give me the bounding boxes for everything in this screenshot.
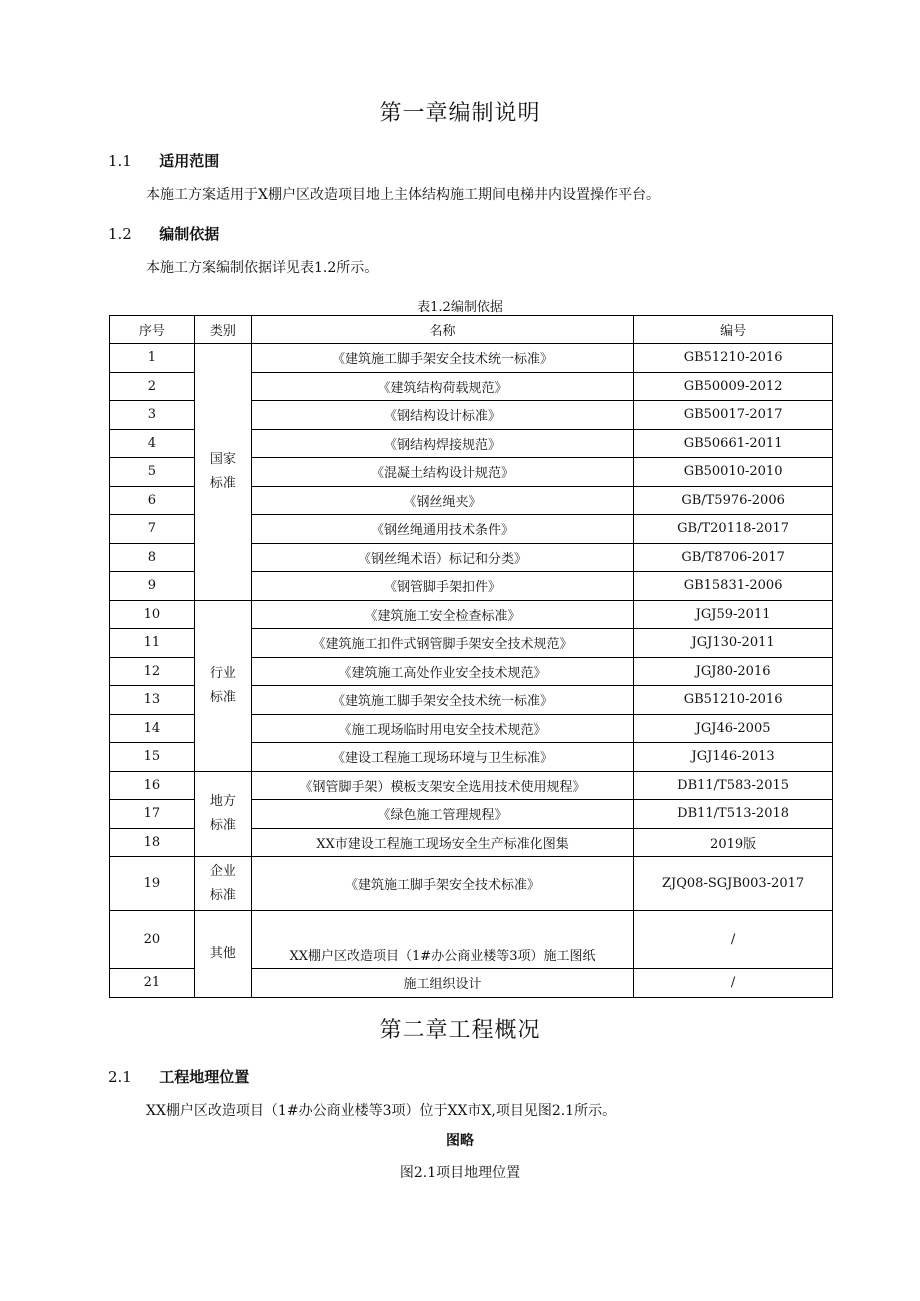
row-name: 《建筑施工脚手架安全技术统一标准》: [251, 686, 633, 715]
row-no: 8: [110, 543, 195, 572]
row-name: 《钢管脚手架）模板支架安全选用技术使用规程》: [251, 771, 633, 800]
row-code: JGJ80-2016: [634, 657, 833, 686]
row-code: DB11/T583-2015: [634, 771, 833, 800]
row-name: 《建筑施工脚手架安全技术标准》: [251, 857, 633, 911]
row-no: 16: [110, 771, 195, 800]
row-no: 5: [110, 458, 195, 487]
row-no: 2: [110, 372, 195, 401]
chapter-1-title: 第一章编制说明: [379, 101, 541, 126]
row-code: ZJQ08-SGJB003-2017: [634, 857, 833, 911]
category-label: 标准: [209, 817, 236, 833]
row-code: JGJ130-2011: [634, 629, 833, 658]
row-name: 《钢丝绳夹》: [251, 486, 633, 515]
section-1-1-heading: [108, 150, 219, 171]
section-2-1-heading: [108, 1066, 249, 1087]
row-name: 《建筑施工安全检查标准》: [251, 600, 633, 629]
row-no: 15: [110, 743, 195, 772]
row-no: 19: [110, 857, 195, 911]
row-name: 《建筑施工高处作业安全技术规范》: [251, 657, 633, 686]
row-no: 1: [110, 344, 195, 373]
category-label: 其他: [209, 945, 236, 961]
chapter-2-title: 第二章工程概况: [379, 1018, 541, 1043]
row-name: 《建筑结构荷载规范》: [251, 372, 633, 401]
row-code: GB50009-2012: [634, 372, 833, 401]
row-name: 《钢结构焊接规范》: [251, 429, 633, 458]
section-number: 1.1: [108, 152, 132, 170]
category-label: 企业: [209, 863, 236, 879]
section-number: 1.2: [108, 225, 132, 243]
row-no: 21: [110, 969, 195, 998]
row-code: GB15831-2006: [634, 572, 833, 601]
row-code: JGJ146-2013: [634, 743, 833, 772]
section-1-1-text: 本施工方案适用于X棚户区改造项目地上主体结构施工期间电梯井内设置操作平台。: [146, 187, 660, 203]
row-name: 《钢丝绳通用技术条件》: [251, 515, 633, 544]
row-name: 《钢结构设计标准》: [251, 401, 633, 430]
header-no: 序号: [110, 316, 195, 344]
section-1-2-text: 本施工方案编制依据详见表1.2所示。: [146, 260, 379, 276]
row-code: GB/T8706-2017: [634, 543, 833, 572]
row-no: 17: [110, 800, 195, 829]
category-label: 标准: [209, 887, 236, 903]
row-name: XX棚户区改造项目（1#办公商业楼等3项）施工图纸: [251, 911, 633, 969]
category-label: 行业: [209, 665, 236, 681]
category-label: 标准: [209, 689, 236, 705]
table-caption: 表1.2编制依据: [417, 300, 503, 315]
section-title: 工程地理位置: [159, 1068, 250, 1086]
section-title: 编制依据: [159, 225, 220, 243]
category-other: [194, 911, 251, 998]
row-no: 14: [110, 714, 195, 743]
row-code: GB51210-2016: [634, 686, 833, 715]
header-code: 编号: [634, 316, 833, 344]
row-name: 《钢管脚手架扣件》: [251, 572, 633, 601]
row-code: GB/T20118-2017: [634, 515, 833, 544]
row-no: 13: [110, 686, 195, 715]
category-local: [194, 771, 251, 857]
section-2-1-text: XX棚户区改造项目（1#办公商业楼等3项）位于XX市X,项目见图2.1所示。: [146, 1103, 617, 1119]
category-label: 国家: [209, 451, 236, 467]
row-name: 《施工现场临时用电安全技术规范》: [251, 714, 633, 743]
row-name: 《钢丝绳术语）标记和分类》: [251, 543, 633, 572]
table-row: [110, 857, 833, 911]
header-name: 名称: [251, 316, 633, 344]
row-no: 6: [110, 486, 195, 515]
row-no: 7: [110, 515, 195, 544]
table-row: [110, 600, 833, 629]
row-code: JGJ46-2005: [634, 714, 833, 743]
row-code: /: [634, 969, 833, 998]
row-code: DB11/T513-2018: [634, 800, 833, 829]
row-name: XX市建设工程施工现场安全生产标准化图集: [251, 828, 633, 857]
section-title: 适用范围: [159, 152, 220, 170]
table-row: [110, 344, 833, 373]
row-name: 施工组织设计: [251, 969, 633, 998]
figure-caption: 图2.1项目地理位置: [399, 1165, 521, 1181]
row-code: GB51210-2016: [634, 344, 833, 373]
row-name: 《建筑施工扣件式钢管脚手架安全技术规范》: [251, 629, 633, 658]
row-no: 3: [110, 401, 195, 430]
row-code: GB/T5976-2006: [634, 486, 833, 515]
row-code: /: [634, 911, 833, 969]
category-industry: [194, 600, 251, 771]
row-code: GB50661-2011: [634, 429, 833, 458]
section-number: 2.1: [108, 1068, 132, 1086]
category-enterprise: [194, 857, 251, 911]
table-row: [110, 911, 833, 969]
row-no: 11: [110, 629, 195, 658]
row-no: 20: [110, 911, 195, 969]
row-name: 《建筑施工脚手架安全技术统一标准》: [251, 344, 633, 373]
row-no: 18: [110, 828, 195, 857]
row-name: 《建设工程施工现场环境与卫生标准》: [251, 743, 633, 772]
row-no: 12: [110, 657, 195, 686]
row-name: 《混凝土结构设计规范》: [251, 458, 633, 487]
table-header-row: [110, 316, 833, 344]
header-category: 类别: [194, 316, 251, 344]
row-code: GB50010-2010: [634, 458, 833, 487]
figure-placeholder: 图略: [446, 1133, 474, 1149]
row-code: 2019版: [634, 828, 833, 857]
row-name: 《绿色施工管理规程》: [251, 800, 633, 829]
table-row: [110, 771, 833, 800]
row-no: 9: [110, 572, 195, 601]
row-code: GB50017-2017: [634, 401, 833, 430]
standards-table: [109, 315, 833, 998]
section-1-2-heading: [108, 223, 219, 244]
category-label: 标准: [209, 475, 236, 491]
row-no: 10: [110, 600, 195, 629]
row-no: 4: [110, 429, 195, 458]
category-national: [194, 344, 251, 601]
row-code: JGJ59-2011: [634, 600, 833, 629]
category-label: 地方: [209, 793, 236, 809]
